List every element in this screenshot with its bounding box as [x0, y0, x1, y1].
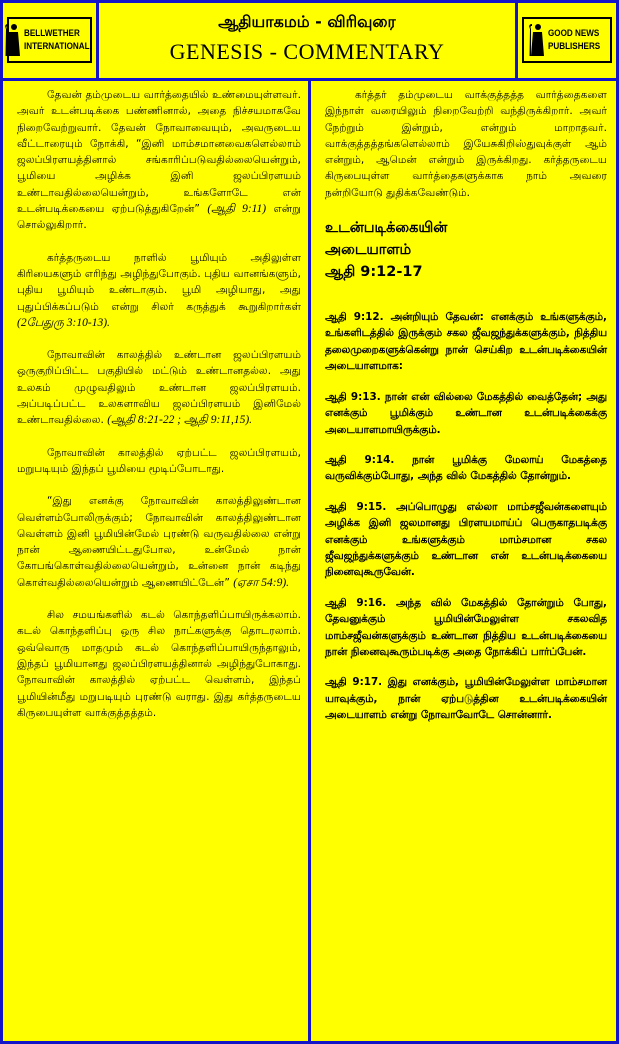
good-news-logo-text — [548, 27, 600, 53]
shepherd-icon — [3, 23, 21, 57]
column-divider — [308, 81, 311, 1041]
verse: ஆதி 9:15. அப்பொழுது எல்லா மாம்சஜீவன்களையும் அழிக்க இனி ஜலமானது பிரளயமாய்ப் பெருகாதபடிக்கு எனக்கும் உங்களுக்கும் மாம்சமான சகல ஜீவஜந்துக்களுக்கும் உண்டான என் உடன்படிக்கையை நினைவுகூருவேன். — [325, 500, 607, 579]
verse: ஆதி 9:17. இது எனக்கும், பூமியின்மேலுள்ள மாம்சமான யாவுக்கும், நான் ஏற்படுத்தின உடன்படிக்கையின் அடையாளம் என்று நோவாவோடே சொன்னார். — [325, 676, 607, 722]
good-news-logo — [515, 3, 616, 78]
title-english: GENESIS - COMMENTARY — [169, 39, 445, 64]
bellwether-logo — [3, 3, 99, 78]
paragraph: “இது எனக்கு நோவாவின் காலத்திலுண்டான வெள்ளம்போலிருக்கும்; நோவாவின் காலத்திலுண்டான வெள்ளம் இனி பூமியின்மேல் புரண்டு வருவதில்லை என்று நான் ஆணையிட்டதுபோல, உன்மேல் நான் கோபங்கொள்வதில்லையென்றும், உன்னை நான் கடிந்து கொள்வதில்லையென்றும் ஆணையிட்டேன்” (ஏசா 54:9). — [17, 495, 301, 589]
paragraph: தேவன் தம்முடைய வார்த்தையில் உண்மையுள்ளவர். அவர் உடன்படிக்கை பண்ணினால், அதை நிச்சயமாகவே நிறைவேற்றுவார். தேவன் நோவாவையும், அவருடைய வீட்டாரையும் நோக்கி, “இனி மாம்சமானவைகளெல்லாம் ஜலப்பிரளயத்தினால் சங்காரிப்படுவதில்லையென்றும், பூமியை அழிக்க இனி ஜலப்பிரளயம் உண்டாவதில்லையென்றும், உங்களோடே என் உடன்படிக்கையை ஏற்படுத்துகிறேன்” (ஆதி 9:11) என்று சொல்லுகிறார். — [17, 89, 302, 232]
paragraph: சில சமயங்களில் கடல் கொந்தளிப்பாயிருக்கலாம். கடல் கொந்தளிப்பு ஒரு சில நாட்களுக்கு தொடரலாம். ஒவ்வொரு மாதமும் கடல் கொந்தளிப்பாயிருந்தாலும், இந்தப் பூமியானது ஜலப்பிரளயத்தினால் அழிந்துபோகாது. நோவாவின் காலத்தில் ஏற்பட்ட வெள்ளம், இந்தப் பூமியின்மீது மறுபடியும் புரண்டு வராது. இது கர்த்தருடைய கிருபையுள்ள வாக்குத்தத்தம். — [17, 609, 301, 719]
title-tamil: ஆதியாகமம் - விரிவுரை — [218, 12, 396, 31]
section-heading-line: உடன்படிக்கையின் — [325, 220, 448, 237]
bellwether-logo-frame — [7, 17, 92, 63]
paragraph: நோவாவின் காலத்தில் ஏற்பட்ட ஜலப்பிரளயம், மறுபடியும் இந்தப் பூமியை மூடிப்போடாது. — [17, 446, 301, 475]
logo-line-1: GOOD NEWS — [548, 28, 600, 38]
intro-paragraph: கர்த்தர் தம்முடைய வாக்குத்தத்த வார்த்தைகளை இந்நாள் வரையிலும் நிறைவேற்றி வந்திருக்கிறார். அவர் நேற்றும் இன்றும், என்றும் மாறாதவர். வாக்குத்தத்தங்களெல்லாம் இயேசுகிறிஸ்துவுக்குள் ஆம் என்றும், ஆமென் என்றும் இருக்கிறது. கர்த்தருடைய கிருபையுள்ள வார்த்தைகளுக்காக நாம் அவரை நன்றியோடு துதிக்கவேண்டும். — [325, 89, 607, 199]
right-column — [325, 87, 607, 738]
paragraph: கர்த்தருடைய நாளில் பூமியும் அதிலுள்ள கிரியைகளும் எரிந்து அழிந்துபோகும். புதிய வானங்களும், புதிய பூமியும் உண்டாகும். பூமி அழியாது, அது புதுப்பிக்கப்படும் என்று சிலர் கருத்துக் கூறுகிறார்கள் (2பேதுரு 3:10-13). — [17, 251, 301, 329]
page-header — [3, 3, 616, 81]
section-heading-reference: ஆதி 9:12-17 — [325, 264, 423, 281]
logo-line-2: PUBLISHERS — [548, 41, 601, 51]
verse: ஆதி 9:13. நான் என் வில்லை மேகத்தில் வைத்தேன்; அது எனக்கும் பூமிக்கும் உண்டான உடன்படிக்கைக்கு அடையாளமாயிருக்கும். — [325, 390, 607, 436]
good-news-logo-frame — [522, 17, 612, 63]
section-heading-line: அடையாளம் — [325, 242, 412, 259]
verse: ஆதி 9:14. நான் பூமிக்கு மேலாய் மேகத்தை வருவிக்கும்போது, அந்த வில் மேகத்தில் தோன்றும். — [325, 453, 607, 483]
verse: ஆதி 9:16. அந்த வில் மேகத்தில் தோன்றும் போது, தேவனுக்கும் பூமியின்மேலுள்ள சகலவித மாம்சஜீவன்களுக்கும் உண்டான நித்திய உடன்படிக்கையை நான் நினைவுகூரும்படிக்கு அதை நோக்கிப் பார்ப்பேன். — [325, 596, 607, 658]
shepherd-icon — [527, 23, 545, 57]
logo-line-1: BELLWETHER — [23, 28, 80, 38]
verse: ஆதி 9:12. அன்றியும் தேவன்: எனக்கும் உங்களுக்கும், உங்களிடத்தில் இருக்கும் சகல ஜீவஜந்துக்களுக்கும், நித்திய தலைமுறைகளுக்கென்று நான் செய்கிற உடன்படிக்கையின் அடையாளமாக: — [325, 311, 607, 373]
title-block — [99, 3, 515, 78]
paragraph: நோவாவின் காலத்தில் உண்டான ஜலப்பிரளயம் ஒருகுறிப்பிட்ட பகுதியில் மட்டும் உண்டானதல்ல. அது உலகம் முழுவதிலும் உண்டான ஜலப்பிரளயம். அப்படிப்பட்ட உலகளாவிய ஜலப்பிரளயம் இனிமேல் உண்டாவதில்லை. (ஆதி 8:21-22 ; ஆதி 9:11,15). — [17, 349, 301, 427]
logo-line-2: INTERNATIONAL — [23, 41, 90, 51]
bellwether-logo-text — [24, 27, 90, 53]
left-column — [17, 87, 301, 737]
section-heading — [325, 217, 607, 283]
